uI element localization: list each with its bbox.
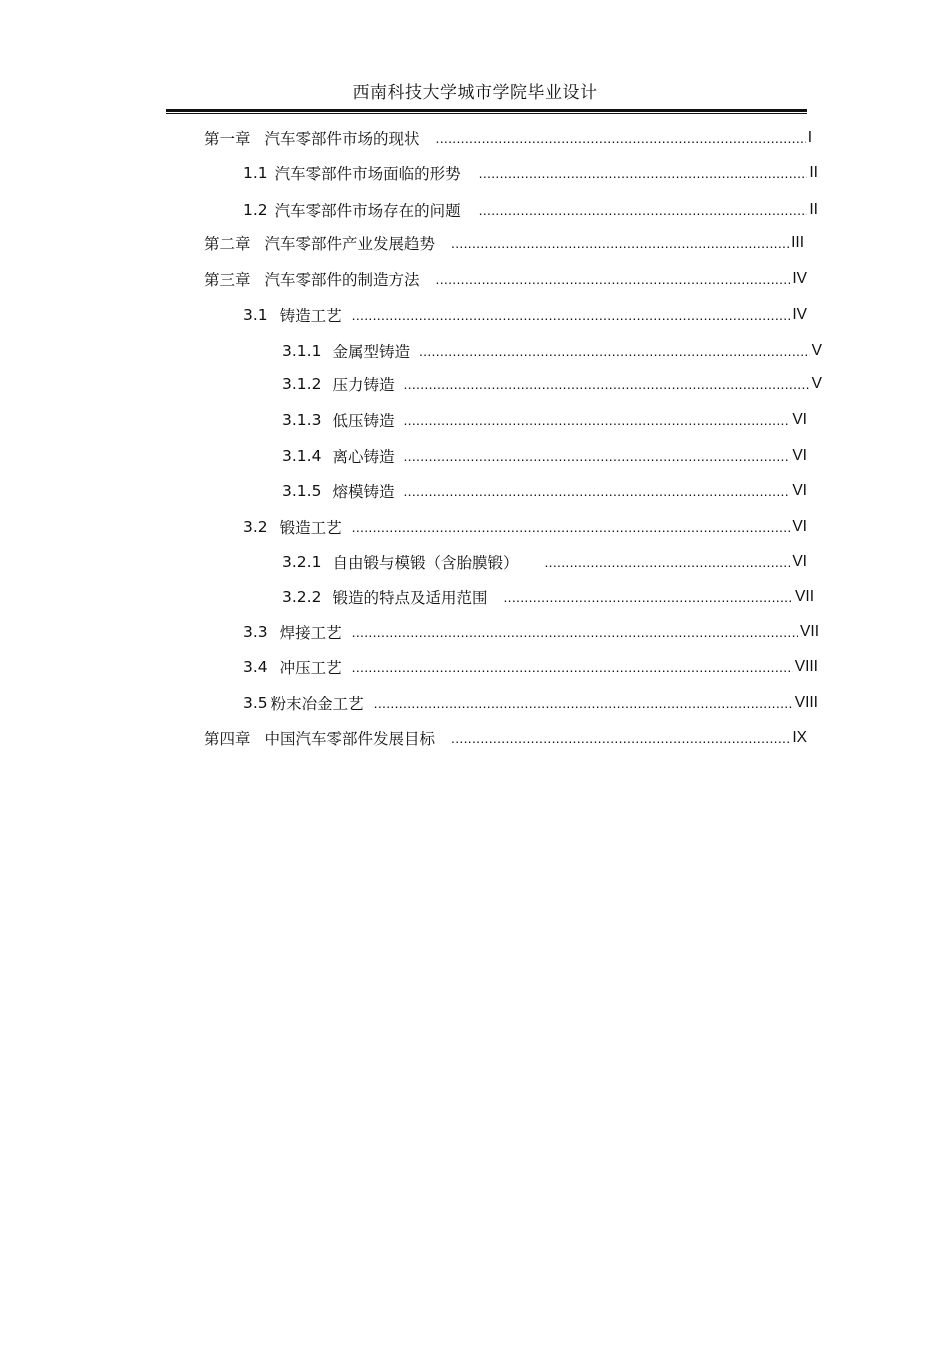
- toc-entry[interactable]: [282, 480, 807, 502]
- toc-entry-number: 1.2: [243, 201, 268, 219]
- toc-entry-title: 汽车零部件市场存在的问题: [274, 202, 461, 220]
- toc-entry[interactable]: [282, 409, 807, 431]
- toc-entry-page: VII: [800, 623, 819, 640]
- toc-entry-title: 汽车零部件市场的现状: [264, 130, 420, 148]
- toc-entry[interactable]: [243, 692, 818, 714]
- toc-entry-page: VI: [792, 518, 807, 535]
- toc-entry-number: 第一章: [204, 130, 251, 148]
- toc-entry-number: 3.1.3: [282, 411, 322, 429]
- toc-entry[interactable]: [243, 656, 818, 678]
- toc-entry-number: 3.4: [243, 658, 268, 676]
- toc-entry-title: 熔模铸造: [332, 483, 395, 501]
- dot-leader: [403, 480, 790, 502]
- document-header-title: 西南科技大学城市学院毕业设计: [352, 83, 598, 103]
- toc-entry-number: 3.1.4: [282, 447, 322, 465]
- dot-leader: [436, 127, 806, 149]
- dot-leader: [352, 621, 798, 643]
- toc-entry-page: IX: [792, 729, 807, 746]
- toc-entry-page: III: [791, 234, 804, 251]
- toc-entry[interactable]: [282, 586, 814, 608]
- toc-entry-page: VII: [795, 588, 814, 605]
- toc-entry[interactable]: [204, 232, 804, 254]
- toc-entry[interactable]: [282, 340, 822, 362]
- toc-entry-number: 第二章: [204, 235, 251, 253]
- toc-entry-title: 冲压工艺: [279, 659, 342, 677]
- dot-leader: [419, 340, 810, 362]
- toc-entry-page: V: [811, 375, 822, 392]
- toc-entry-page: VI: [792, 447, 807, 464]
- toc-entry-number: 3.1.2: [282, 375, 322, 393]
- toc-entry[interactable]: [282, 373, 822, 395]
- dot-leader: [403, 409, 790, 431]
- toc-entry-page: VIII: [794, 658, 818, 675]
- toc-entry-number: 3.1: [243, 306, 268, 324]
- toc-entry[interactable]: [204, 727, 807, 749]
- toc-entry[interactable]: [204, 127, 812, 149]
- toc-entry-page: IV: [792, 270, 807, 287]
- toc-entry-page: VI: [792, 553, 807, 570]
- dot-leader: [544, 551, 790, 573]
- toc-entry-page: VI: [792, 482, 807, 499]
- toc-entry-title: 锻造的特点及适用范围: [332, 589, 488, 607]
- toc-entry[interactable]: [243, 304, 807, 326]
- toc-entry-page: VI: [792, 411, 807, 428]
- toc-entry-number: 3.1.1: [282, 342, 322, 360]
- dot-leader: [403, 373, 809, 395]
- dot-leader: [503, 586, 793, 608]
- dot-leader: [352, 304, 791, 326]
- toc-entry[interactable]: [282, 551, 807, 573]
- toc-entry-title: 汽车零部件的制造方法: [264, 271, 420, 289]
- dot-leader: [436, 268, 791, 290]
- toc-entry[interactable]: [282, 445, 807, 467]
- dot-leader: [451, 232, 789, 254]
- toc-entry-title: 压力铸造: [332, 376, 395, 394]
- toc-entry-title: 金属型铸造: [332, 343, 410, 361]
- toc-entry-number: 1.1: [243, 164, 268, 182]
- toc-entry-title: 汽车零部件市场面临的形势: [274, 165, 461, 183]
- toc-entry[interactable]: [204, 268, 807, 290]
- toc-entry-title: 焊接工艺: [279, 624, 342, 642]
- toc-entry-page: II: [809, 164, 818, 181]
- toc-entry-title: 离心铸造: [332, 448, 395, 466]
- toc-entry-title: 粉末冶金工艺: [270, 695, 364, 713]
- toc-entry-title: 中国汽车零部件发展目标: [264, 730, 436, 748]
- dot-leader: [352, 656, 793, 678]
- dot-leader: [403, 445, 790, 467]
- toc-entry-number: 3.1.5: [282, 482, 322, 500]
- dot-leader: [374, 692, 793, 714]
- toc-entry-page: II: [809, 201, 818, 218]
- toc-entry-number: 3.2: [243, 518, 268, 536]
- dot-leader: [451, 727, 790, 749]
- toc-entry[interactable]: [243, 621, 819, 643]
- toc-entry-page: IV: [792, 306, 807, 323]
- toc-entry-title: 自由锻与模锻（含胎膜锻）: [332, 554, 519, 572]
- toc-entry-page: V: [811, 342, 822, 359]
- toc-entry-number: 3.2.1: [282, 553, 322, 571]
- dot-leader: [479, 199, 808, 221]
- header-rule: [166, 109, 807, 114]
- toc-entry[interactable]: [243, 199, 818, 221]
- toc-entry-number: 3.3: [243, 623, 268, 641]
- toc-entry-title: 锻造工艺: [279, 519, 342, 537]
- toc-entry-page: I: [807, 129, 812, 146]
- toc-entry-number: 3.5: [243, 694, 268, 712]
- toc-entry-title: 铸造工艺: [279, 307, 342, 325]
- toc-entry-number: 第三章: [204, 271, 251, 289]
- toc-entry[interactable]: [243, 162, 818, 184]
- dot-leader: [352, 516, 791, 538]
- toc-entry-number: 第四章: [204, 730, 251, 748]
- dot-leader: [479, 162, 808, 184]
- toc-entry-page: VIII: [794, 694, 818, 711]
- toc-entry-title: 汽车零部件产业发展趋势: [264, 235, 436, 253]
- toc-entry-number: 3.2.2: [282, 588, 322, 606]
- toc-entry[interactable]: [243, 516, 807, 538]
- toc-entry-title: 低压铸造: [332, 412, 395, 430]
